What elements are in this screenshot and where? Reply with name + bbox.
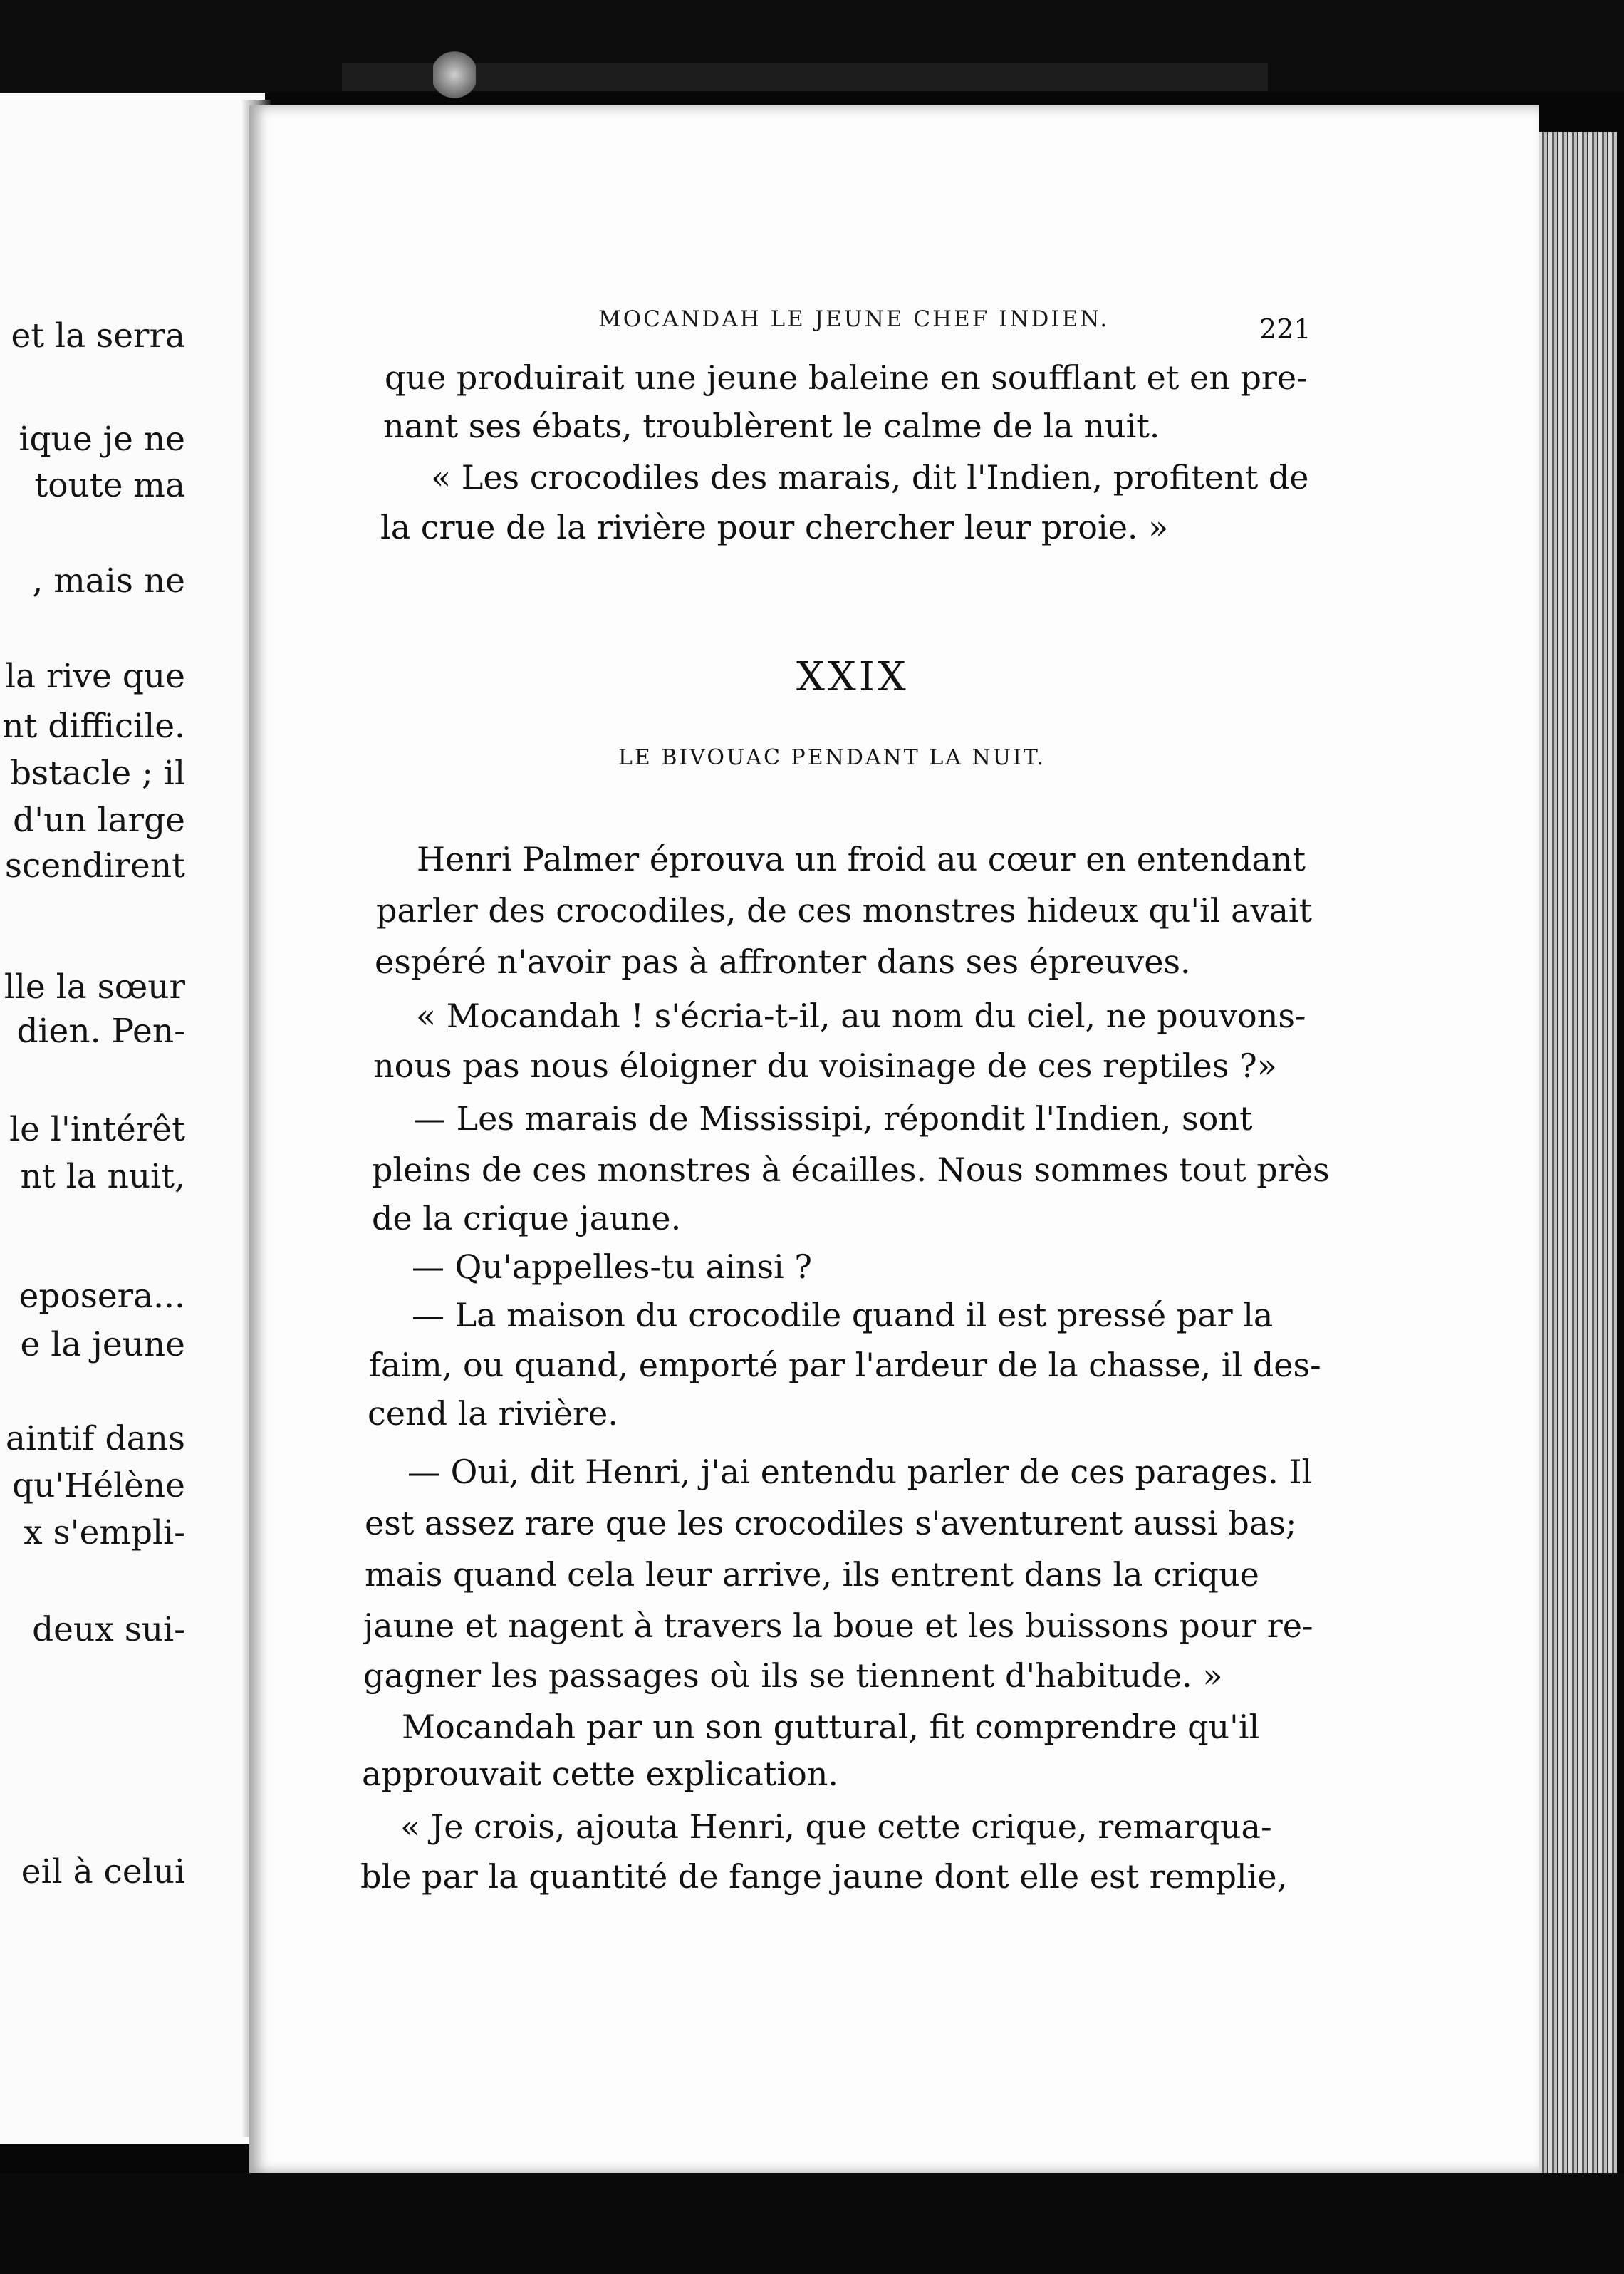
text-line: mais quand cela leur arrive, ils entrent dans la crique: [365, 1555, 1259, 1594]
left-page-line: aintif dans: [5, 1419, 185, 1458]
text-line: — Oui, dit Henri, j'ai entendu parler de ces parages. Il: [407, 1453, 1313, 1491]
left-page-line: qu'Hélène: [11, 1466, 185, 1505]
scan-top-noise: [342, 63, 1268, 91]
text-line: approuvait cette explication.: [362, 1755, 839, 1793]
left-page-line: eil à celui: [21, 1852, 185, 1891]
left-page-line: dien. Pen-: [16, 1012, 185, 1051]
left-page-line: ique je ne: [19, 420, 185, 459]
left-page-line: lle la sœur: [4, 967, 185, 1007]
left-page-line: e la jeune: [20, 1325, 185, 1364]
binding-clip-icon: [433, 50, 476, 100]
text-line: nant ses ébats, troublèrent le calme de la nuit.: [383, 407, 1160, 445]
left-page-line: deux sui-: [32, 1610, 185, 1649]
text-line: — Qu'appelles-tu ainsi ?: [412, 1247, 813, 1286]
left-page-line: eposera...: [19, 1277, 185, 1316]
left-page-line: x s'empli-: [24, 1513, 185, 1552]
scan-bottom-border: [0, 2173, 1624, 2274]
text-line: pleins de ces monstres à écailles. Nous sommes tout près: [372, 1151, 1330, 1189]
text-line: Mocandah par un son guttural, fit comprendre qu'il: [402, 1708, 1260, 1746]
text-line: jaune et nagent à travers la boue et les buissons pour re-: [363, 1606, 1313, 1645]
left-page-line: le l'intérêt: [9, 1110, 185, 1149]
text-line: nous pas nous éloigner du voisinage de ces reptiles ?»: [373, 1047, 1277, 1085]
left-page-line: nt la nuit,: [20, 1157, 185, 1196]
text-line: « Les crocodiles des marais, dit l'Indien, profitent de: [431, 458, 1309, 497]
text-line: faim, ou quand, emporté par l'ardeur de la chasse, il des-: [369, 1346, 1321, 1384]
page-number: 221: [1259, 313, 1311, 345]
left-page-line: bstacle ; il: [9, 754, 185, 793]
left-page-line: d'un large: [13, 801, 185, 840]
left-page: [0, 93, 265, 2144]
text-line: cend la rivière.: [368, 1394, 618, 1433]
left-page-line: la rive que: [5, 657, 185, 696]
running-head: MOCANDAH LE JEUNE CHEF INDIEN.: [598, 306, 1110, 332]
text-line: ble par la quantité de fange jaune dont elle est remplie,: [360, 1857, 1288, 1896]
left-page-line: et la serra: [11, 316, 185, 355]
text-line: « Mocandah ! s'écria-t-il, au nom du ciel, ne pouvons-: [416, 997, 1306, 1035]
left-page-line: scendirent: [4, 846, 185, 886]
text-line: de la crique jaune.: [372, 1199, 682, 1237]
page-stack-edges: [1539, 132, 1617, 2219]
text-line: « Je crois, ajouta Henri, que cette crique, remarqua-: [400, 1807, 1272, 1846]
text-line: espéré n'avoir pas à affronter dans ses épreuves.: [375, 943, 1191, 981]
left-page-line: nt difficile.: [2, 707, 185, 746]
left-page-line: , mais ne: [32, 561, 185, 601]
chapter-title: LE BIVOUAC PENDANT LA NUIT.: [618, 745, 1046, 770]
text-line: gagner les passages où ils se tiennent d'habitude. »: [363, 1656, 1223, 1695]
left-page-line: toute ma: [34, 466, 185, 505]
text-line: Henri Palmer éprouva un froid au cœur en entendant: [417, 840, 1306, 878]
chapter-number: XXIX: [796, 654, 909, 700]
text-line: — La maison du crocodile quand il est pressé par la: [412, 1296, 1274, 1334]
text-line: que produirait une jeune baleine en soufflant et en pre-: [385, 358, 1308, 397]
text-line: parler des crocodiles, de ces monstres hideux qu'il avait: [376, 891, 1313, 930]
text-line: est assez rare que les crocodiles s'aventurent aussi bas;: [365, 1504, 1297, 1542]
text-line: la crue de la rivière pour chercher leur proie. »: [380, 508, 1169, 546]
text-line: — Les marais de Mississipi, répondit l'Indien, sont: [413, 1099, 1253, 1138]
